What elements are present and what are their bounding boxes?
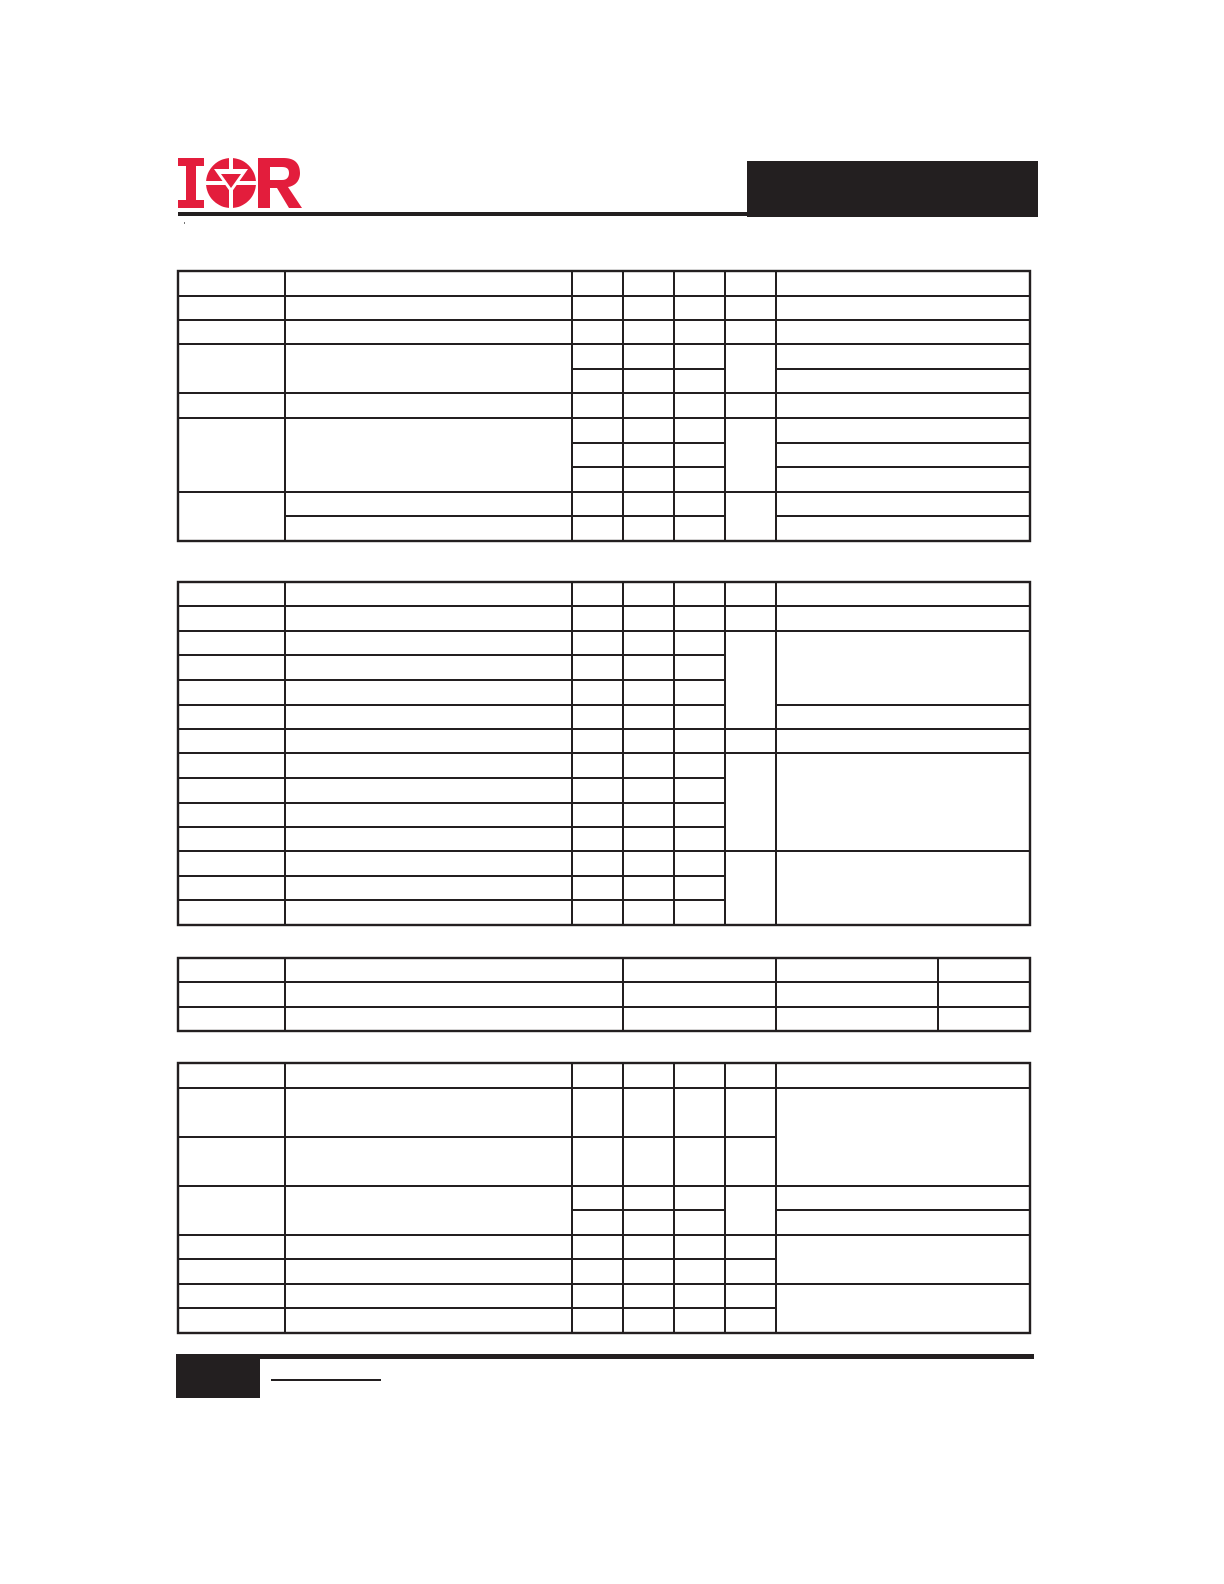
table-3	[178, 958, 1030, 1031]
footer-rule	[176, 1354, 1034, 1359]
table-1	[178, 271, 1030, 541]
table-4	[178, 1063, 1030, 1333]
table-2	[178, 582, 1030, 925]
footer-website-link[interactable]	[271, 1379, 381, 1381]
page-number-box	[176, 1356, 260, 1398]
